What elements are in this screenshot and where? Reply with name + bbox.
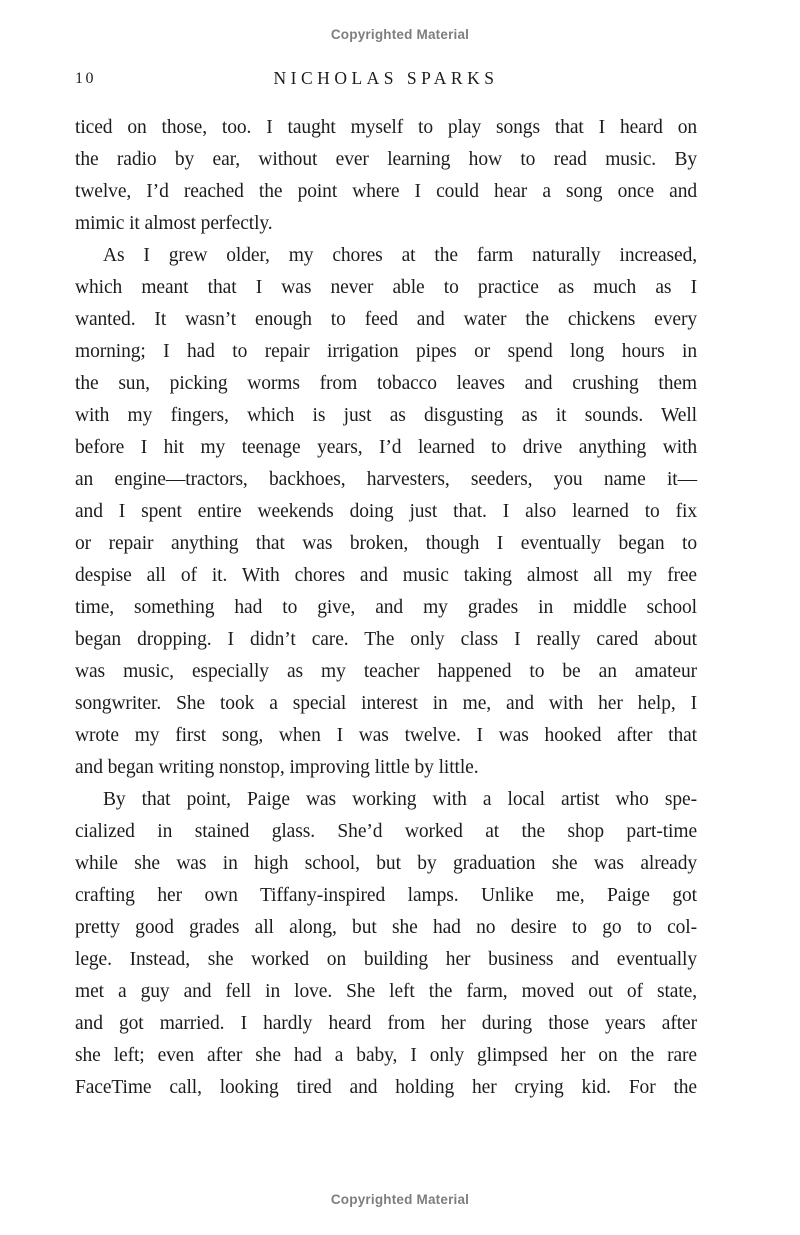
text-line: the sun, picking worms from tobacco leaves and crushing them [75, 373, 697, 394]
paragraph [75, 112, 697, 240]
text-line: crafting her own Tiffany-inspired lamps. Unlike me, Paige got [75, 885, 697, 906]
copyright-notice-top: Copyrighted Material [330, 27, 470, 42]
paragraph [75, 240, 697, 784]
body-text [75, 112, 697, 1104]
page-number: 10 [75, 70, 96, 87]
text-line: before I hit my teenage years, I’d learned to drive anything with [75, 437, 697, 458]
text-line: cialized in stained glass. She’d worked at the shop part-time [75, 821, 697, 842]
text-line: pretty good grades all along, but she had no desire to go to col- [75, 917, 697, 938]
text-line: FaceTime call, looking tired and holding her crying kid. For the [75, 1077, 697, 1098]
running-header-author: NICHOLAS SPARKS [273, 68, 499, 88]
text-line: morning; I had to repair irrigation pipes or spend long hours in [75, 341, 697, 362]
text-line: was music, especially as my teacher happened to be an amateur [75, 661, 697, 682]
text-line: and I spent entire weekends doing just that. I also learned to fix [75, 501, 697, 522]
text-line: and got married. I hardly heard from her during those years after [75, 1013, 697, 1034]
text-line: with my fingers, which is just as disgusting as it sounds. Well [75, 405, 697, 426]
text-line: By that point, Paige was working with a local artist who spe- [103, 789, 697, 810]
text-line: began dropping. I didn’t care. The only class I really cared about [75, 629, 697, 650]
text-line: wrote my first song, when I was twelve. I was hooked after that [75, 725, 697, 746]
text-line: lege. Instead, she worked on building her business and eventually [75, 949, 697, 970]
text-line: which meant that I was never able to practice as much as I [75, 277, 697, 298]
text-line: time, something had to give, and my grades in middle school [75, 597, 697, 618]
paragraph [75, 784, 697, 1104]
running-header [75, 68, 697, 92]
text-line: songwriter. She took a special interest in me, and with her help, I [75, 693, 697, 714]
text-line: or repair anything that was broken, though I eventually began to [75, 533, 697, 554]
text-line: while she was in high school, but by graduation she was already [75, 853, 697, 874]
text-line: As I grew older, my chores at the farm naturally increased, [103, 245, 697, 266]
text-line: ticed on those, too. I taught myself to play songs that I heard on [75, 117, 697, 138]
text-line: twelve, I’d reached the point where I could hear a song once and [75, 181, 697, 202]
text-line: despise all of it. With chores and music taking almost all my free [75, 565, 697, 586]
text-line: an engine—tractors, backhoes, harvesters, seeders, you name it— [75, 469, 697, 490]
text-line: she left; even after she had a baby, I only glimpsed her on the rare [75, 1045, 697, 1066]
copyright-notice-bottom: Copyrighted Material [330, 1192, 470, 1207]
text-line: wanted. It wasn’t enough to feed and water the chickens every [75, 309, 697, 330]
text-line: the radio by ear, without ever learning how to read music. By [75, 149, 697, 170]
text-line: and began writing nonstop, improving little by little. [75, 757, 479, 778]
text-line: met a guy and fell in love. She left the farm, moved out of state, [75, 981, 697, 1002]
text-line: mimic it almost perfectly. [75, 213, 273, 234]
